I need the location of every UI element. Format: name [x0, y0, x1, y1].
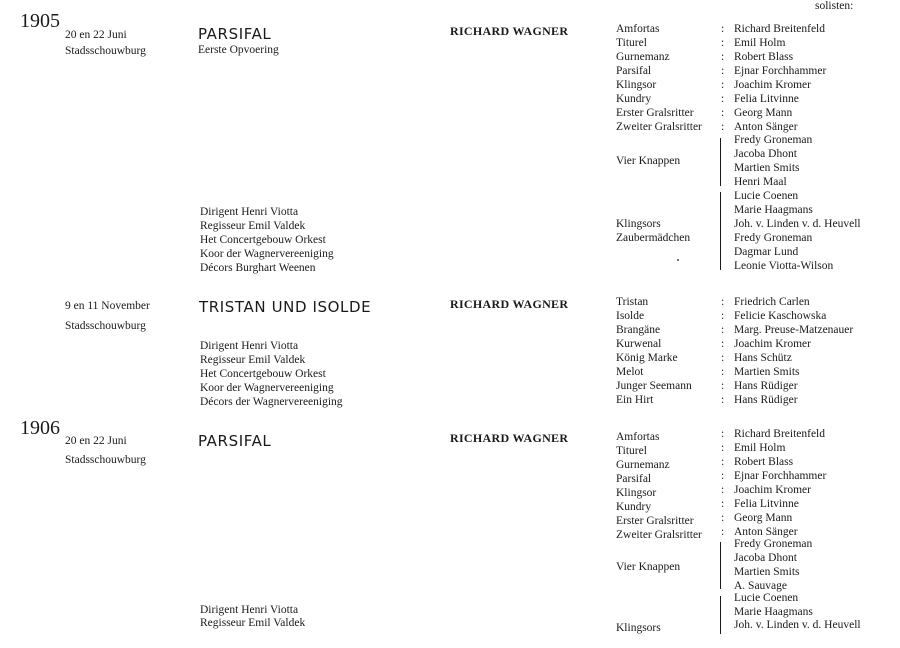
cast-role: Erster Gralsritter: [616, 515, 694, 527]
cast-role: Titurel: [616, 37, 647, 49]
credit-line: Koor der Wagnervereeniging: [200, 382, 334, 394]
group-singer: Marie Haagmans: [734, 606, 813, 618]
group-bracket: [720, 542, 721, 589]
cast-role: Zweiter Gralsritter: [616, 121, 702, 133]
cast-singer: Martien Smits: [734, 366, 800, 378]
cast-separator: :: [721, 37, 725, 49]
performance-date: 20 en 22 Juni: [65, 435, 127, 447]
opera-title: PARSIFAL: [198, 25, 272, 43]
credit-line: Dirigent Henri Viotta: [200, 604, 299, 616]
group-singer: Jacoba Dhont: [734, 552, 797, 564]
printed-dot: [677, 259, 679, 261]
group-bracket: [720, 596, 721, 634]
cast-separator: :: [721, 484, 725, 496]
cast-singer: Richard Breitenfeld: [734, 428, 826, 440]
cast-separator: :: [721, 428, 725, 440]
cast-singer: Ejnar Forchhammer: [734, 65, 827, 77]
credit-line: Décors der Wagnervereeniging: [200, 396, 343, 408]
cast-separator: :: [721, 394, 725, 406]
cast-singer: Hans Rüdiger: [734, 394, 798, 406]
cast-role: Isolde: [616, 310, 645, 322]
credit-line: Regisseur Emil Valdek: [200, 220, 306, 232]
cast-separator: :: [721, 310, 725, 322]
year-label: 1906: [20, 417, 60, 439]
cast-singer: Felia Litvinne: [734, 93, 799, 105]
cast-singer: Robert Blass: [734, 51, 794, 63]
cast-singer: Joachim Kromer: [734, 338, 811, 350]
cast-role: Parsifal: [616, 473, 652, 485]
solists-header: solisten:: [815, 0, 854, 12]
cast-separator: :: [721, 338, 725, 350]
cast-role: Zweiter Gralsritter: [616, 529, 702, 541]
cast-singer: Emil Holm: [734, 37, 786, 49]
opera-subtitle: Eerste Opvoering: [198, 44, 279, 56]
group-singer: Fredy Groneman: [734, 538, 813, 550]
cast-singer: Felicie Kaschowska: [734, 310, 827, 322]
cast-separator: :: [721, 470, 725, 482]
credit-line: Décors Burghart Weenen: [200, 262, 316, 274]
group-singer: Fredy Groneman: [734, 232, 813, 244]
cast-role: König Marke: [616, 352, 678, 364]
cast-separator: :: [721, 324, 725, 336]
cast-role: Gurnemanz: [616, 51, 670, 63]
group-singer: Joh. v. Linden v. d. Heuvell: [734, 619, 861, 631]
cast-separator: :: [721, 442, 725, 454]
cast-role: Amfortas: [616, 431, 660, 443]
cast-singer: Hans Schütz: [734, 352, 792, 364]
venue: Stadsschouwburg: [65, 454, 146, 466]
cast-role: Brangäne: [616, 324, 661, 336]
cast-separator: :: [721, 23, 725, 35]
group-singer: Dagmar Lund: [734, 246, 799, 258]
group-singer: Marie Haagmans: [734, 204, 813, 216]
group-singer: Martien Smits: [734, 162, 800, 174]
cast-role: Tristan: [616, 296, 649, 308]
venue: Stadsschouwburg: [65, 45, 146, 57]
credit-line: Dirigent Henri Viotta: [200, 340, 299, 352]
credit-line: Het Concertgebouw Orkest: [200, 234, 326, 246]
composer: RICHARD WAGNER: [450, 297, 569, 311]
cast-singer: Hans Rüdiger: [734, 380, 798, 392]
credit-line: Het Concertgebouw Orkest: [200, 368, 326, 380]
credit-line: Regisseur Emil Valdek: [200, 354, 306, 366]
cast-singer: Richard Breitenfeld: [734, 23, 826, 35]
cast-role: Ein Hirt: [616, 394, 654, 406]
venue: Stadsschouwburg: [65, 320, 146, 332]
cast-separator: :: [721, 51, 725, 63]
cast-role: Titurel: [616, 445, 647, 457]
cast-role: Erster Gralsritter: [616, 107, 694, 119]
composer: RICHARD WAGNER: [450, 431, 569, 445]
group-singer: Lucie Coenen: [734, 592, 799, 604]
cast-separator: :: [721, 93, 725, 105]
cast-singer: Georg Mann: [734, 107, 793, 119]
cast-singer: Felia Litvinne: [734, 498, 799, 510]
group-singer: Joh. v. Linden v. d. Heuvell: [734, 218, 861, 230]
year-label: 1905: [20, 10, 60, 32]
performance-date: 20 en 22 Juni: [65, 29, 127, 41]
cast-separator: :: [721, 512, 725, 524]
cast-role: Klingsor: [616, 487, 657, 499]
group-singer: Jacoba Dhont: [734, 148, 797, 160]
group-singer: A. Sauvage: [734, 580, 788, 592]
credit-line: Regisseur Emil Valdek: [200, 617, 306, 629]
cast-separator: :: [721, 366, 725, 378]
cast-role: Kundry: [616, 501, 652, 513]
opera-title: PARSIFAL: [198, 432, 272, 450]
opera-title: TRISTAN UND ISOLDE: [199, 298, 372, 316]
cast-separator: :: [721, 526, 725, 538]
cast-separator: :: [721, 498, 725, 510]
cast-role: Junger Seemann: [616, 380, 692, 392]
cast-singer: Joachim Kromer: [734, 79, 811, 91]
cast-singer: Anton Sänger: [734, 121, 798, 133]
cast-singer: Joachim Kromer: [734, 484, 811, 496]
cast-role: Klingsor: [616, 79, 657, 91]
group-role: Vier Knappen: [616, 155, 681, 167]
cast-separator: :: [721, 107, 725, 119]
performance-date: 9 en 11 November: [65, 300, 150, 312]
cast-role: Kundry: [616, 93, 652, 105]
cast-singer: Georg Mann: [734, 512, 793, 524]
group-role: Klingsors: [616, 218, 661, 230]
group-singer: Lucie Coenen: [734, 190, 799, 202]
cast-separator: :: [721, 121, 725, 133]
cast-separator: :: [721, 79, 725, 91]
cast-separator: :: [721, 456, 725, 468]
group-singer: Henri Maal: [734, 176, 787, 188]
group-role: Klingsors: [616, 622, 661, 634]
cast-singer: Anton Sänger: [734, 526, 798, 538]
cast-role: Kurwenal: [616, 338, 662, 350]
group-role: Zaubermädchen: [616, 232, 691, 244]
group-bracket: [720, 138, 721, 186]
group-singer: Fredy Groneman: [734, 134, 813, 146]
cast-separator: :: [721, 352, 725, 364]
group-bracket: [720, 192, 721, 270]
cast-singer: Emil Holm: [734, 442, 786, 454]
composer: RICHARD WAGNER: [450, 24, 569, 38]
cast-role: Melot: [616, 366, 644, 378]
cast-singer: Marg. Preuse-Matzenauer: [734, 324, 854, 336]
group-singer: Leonie Viotta-Wilson: [734, 260, 834, 272]
cast-singer: Robert Blass: [734, 456, 794, 468]
cast-separator: :: [721, 296, 725, 308]
cast-separator: :: [721, 380, 725, 392]
cast-singer: Ejnar Forchhammer: [734, 470, 827, 482]
cast-role: Amfortas: [616, 23, 660, 35]
group-singer: Martien Smits: [734, 566, 800, 578]
cast-separator: :: [721, 65, 725, 77]
credit-line: Koor der Wagnervereeniging: [200, 248, 334, 260]
cast-role: Gurnemanz: [616, 459, 670, 471]
credit-line: Dirigent Henri Viotta: [200, 206, 299, 218]
cast-singer: Friedrich Carlen: [734, 296, 810, 308]
group-role: Vier Knappen: [616, 561, 681, 573]
cast-role: Parsifal: [616, 65, 652, 77]
